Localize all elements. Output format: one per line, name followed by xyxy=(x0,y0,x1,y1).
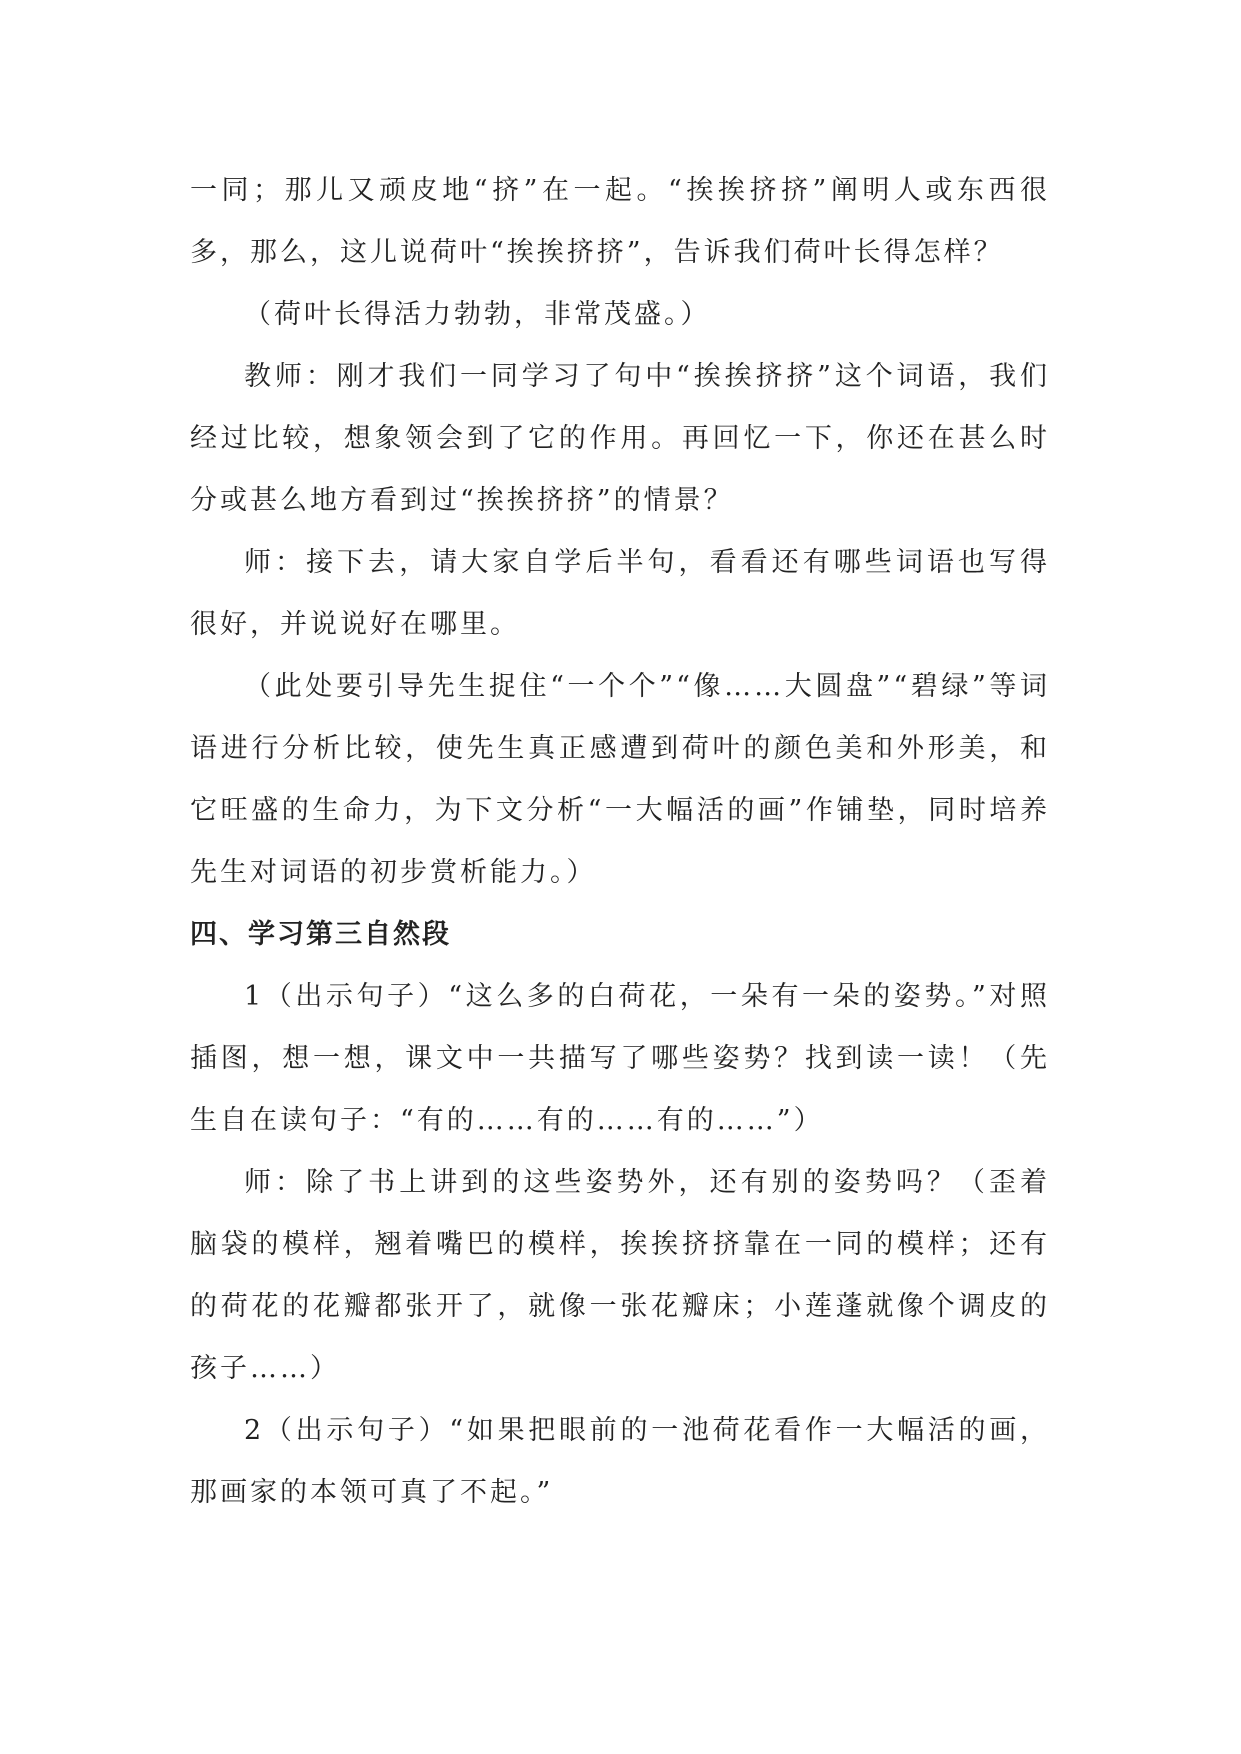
paragraph-continuation: 一同；那儿又顽皮地“挤”在一起。“挨挨挤挤”阐明人或东西很多，那么，这儿说荷叶“挨挨挤挤”，告诉我们荷叶长得怎样？ xyxy=(190,175,1050,268)
paragraph-guidance-note: （此处要引导先生捉住“一个个”“像……大圆盘”“碧绿”等词语进行分析比较，使先生真正感遭到荷叶的颜色美和外形美，和它旺盛的生命力，为下文分析“一大幅活的画”作铺垫，同时培养先生对词语的初步赏析能力。） xyxy=(190,671,1050,888)
paragraph-item-1: 1（出示句子）“这么多的白荷花，一朵有一朵的姿势。”对照插图，想一想，课文中一共描写了哪些姿势？找到读一读！（先生自在读句子：“有的……有的……有的……”） xyxy=(190,981,1050,1136)
paragraph-item-2: 2（出示句子）“如果把眼前的一池荷花看作一大幅活的画，那画家的本领可真了不起。” xyxy=(190,1415,1050,1508)
paragraph-teacher-review: 教师：刚才我们一同学习了句中“挨挨挤挤”这个词语，我们经过比较，想象领会到了它的作用。再回忆一下，你还在甚么时分或甚么地方看到过“挨挨挤挤”的情景？ xyxy=(190,361,1050,516)
paragraph-note-lotus-leaves: （荷叶长得活力勃勃，非常茂盛。） xyxy=(244,299,711,330)
paragraph-teacher-self-study: 师：接下去，请大家自学后半句，看看还有哪些词语也写得很好，并说说好在哪里。 xyxy=(190,547,1050,640)
section-heading: 四、学习第三自然段 xyxy=(190,919,451,950)
paragraph-teacher-postures: 师：除了书上讲到的这些姿势外，还有别的姿势吗？（歪着脑袋的模样，翘着嘴巴的模样，挨挨挤挤靠在一同的模样；还有的荷花的花瓣都张开了，就像一张花瓣床；小莲蓬就像个调皮的孩子……） xyxy=(190,1167,1050,1384)
document-body xyxy=(190,160,1050,1524)
